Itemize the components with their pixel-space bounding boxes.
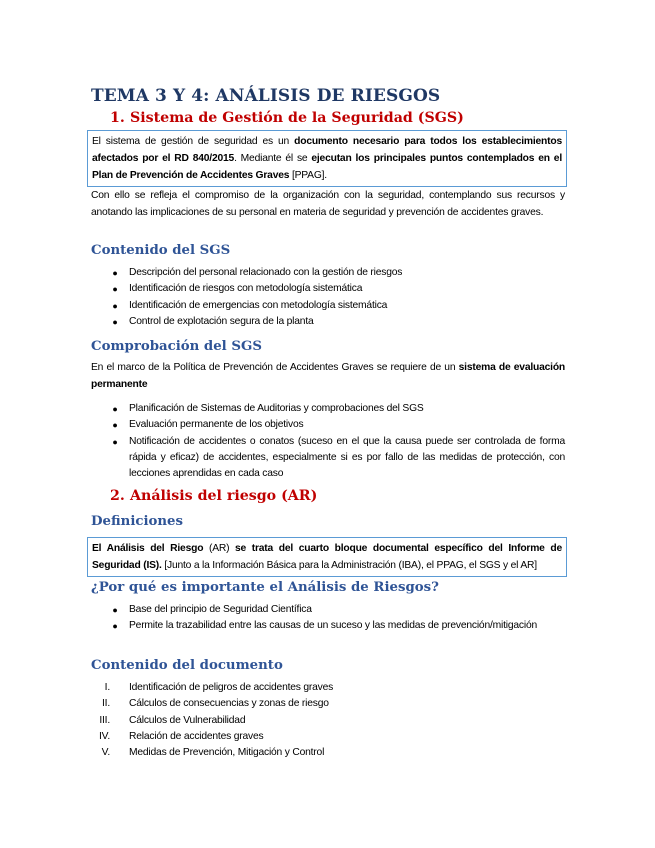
list-item-text: Evaluación permanente de los objetivos <box>129 419 304 431</box>
bullet-icon: ● <box>112 420 118 431</box>
box-text: . Mediante él se <box>234 153 312 164</box>
list-item-text: Medidas de Prevención, Mitigación y Control <box>129 747 325 759</box>
ar-definition-box <box>87 537 567 577</box>
list-item-text: Cálculos de consecuencias y zonas de riesgo <box>129 698 329 710</box>
subheading-contenido-sgs: Contenido del SGS <box>91 243 231 258</box>
paragraph-text: En el marco de la Política de Prevención de Accidentes Graves se requiere de un <box>91 362 459 373</box>
list-item <box>110 298 565 314</box>
box-text: (AR) <box>203 543 236 554</box>
list-item <box>88 680 558 696</box>
page-title: TEMA 3 Y 4: ANÁLISIS DE RIESGOS <box>91 86 441 106</box>
list-item-text: Identificación de emergencias con metodología sistemática <box>129 299 388 311</box>
list-item <box>110 434 565 483</box>
intro-paragraph: Con ello se refleja el compromiso de la organización con la seguridad, contemplando sus recursos y anotando las implicaciones de su personal en materia de seguridad y prevención de accidentes graves. <box>91 190 565 218</box>
section-heading-text: Sistema de Gestión de la Seguridad (SGS) <box>130 110 464 126</box>
por-que-list <box>110 602 565 635</box>
box-bold-text: ejecutan los principales puntos contemplados en el Plan de Prevención de Accidentes Graves <box>92 153 562 181</box>
subheading-por-que: ¿Por qué es importante el Análisis de Riesgos? <box>91 580 439 595</box>
bullet-icon: ● <box>112 436 118 447</box>
bullet-icon: ● <box>112 284 118 295</box>
paragraph-bold-text: sistema de evaluación permanente <box>91 362 565 390</box>
list-item-text: Relación de accidentes graves <box>129 730 264 742</box>
roman-numeral: IV. <box>98 730 110 742</box>
list-item <box>88 745 558 761</box>
box-text: [Junto a la Información Básica para la Administración (IBA), el PPAG, el SGS y el AR] <box>161 560 537 571</box>
list-item-text: Descripción del personal relacionado con la gestión de riesgos <box>129 267 403 278</box>
list-item-text: Permite la trazabilidad entre las causas de un suceso y las medidas de prevención/mitigación <box>129 620 538 632</box>
contenido-documento-list <box>88 680 558 761</box>
bullet-icon: ● <box>112 605 118 615</box>
box-bold-text: se trata del cuarto bloque documental específico del Informe de Seguridad (IS). <box>92 543 562 571</box>
list-item <box>110 265 565 281</box>
box-bold-text: documento necesario para todos los establecimientos afectados por el RD 840/2015 <box>92 136 562 164</box>
section-heading-sgs <box>110 110 464 126</box>
box-text: El sistema de gestión de seguridad es un <box>92 136 295 147</box>
list-item-text: Identificación de peligros de accidentes graves <box>129 682 334 693</box>
subheading-comprobacion-sgs: Comprobación del SGS <box>91 339 262 354</box>
list-item-text: Notificación de accidentes o conatos (suceso en el que la causa puede ser controlada de forma rápida y eficaz) de accidentes, especialmente si es por fallo de las medidas de protección, con lecciones aprendidas en cada caso <box>129 435 565 480</box>
roman-numeral: I. <box>104 682 110 693</box>
box-bold-text: El Análisis del Riesgo <box>92 543 204 554</box>
section-heading-ar <box>110 488 317 504</box>
contenido-sgs-list <box>110 265 565 330</box>
sgs-definition-box <box>87 130 567 187</box>
bullet-icon: ● <box>112 300 118 311</box>
section-heading-text: Análisis del riesgo (AR) <box>130 488 318 504</box>
list-item-text: Identificación de riesgos con metodología sistemática <box>129 283 363 295</box>
list-item <box>110 314 565 330</box>
list-item <box>110 401 565 417</box>
roman-numeral: II. <box>102 698 110 710</box>
bullet-icon: ● <box>112 316 118 327</box>
subheading-contenido-documento: Contenido del documento <box>91 658 283 673</box>
list-item-text: Cálculos de Vulnerabilidad <box>129 714 246 726</box>
bullet-icon: ● <box>112 404 118 414</box>
list-item-text: Planificación de Sistemas de Auditorias y comprobaciones del SGS <box>129 403 424 414</box>
roman-numeral: III. <box>99 714 110 726</box>
roman-numeral: V. <box>101 747 110 759</box>
subheading-definiciones: Definiciones <box>91 514 184 529</box>
bullet-icon: ● <box>112 621 118 632</box>
bullet-icon: ● <box>112 268 118 278</box>
list-item <box>88 713 558 729</box>
list-item <box>88 696 558 712</box>
list-item <box>110 602 565 618</box>
list-item <box>110 618 565 634</box>
comprobacion-paragraph <box>91 359 565 393</box>
list-item <box>110 281 565 297</box>
list-item <box>88 729 558 745</box>
list-item-text: Control de explotación segura de la planta <box>129 315 314 327</box>
section-number: 1. <box>110 110 125 126</box>
list-item <box>110 417 565 433</box>
box-text: [PPAG]. <box>289 170 327 181</box>
comprobacion-list <box>110 401 565 482</box>
list-item-text: Base del principio de Seguridad Científica <box>129 604 312 615</box>
section-number: 2. <box>110 488 125 504</box>
